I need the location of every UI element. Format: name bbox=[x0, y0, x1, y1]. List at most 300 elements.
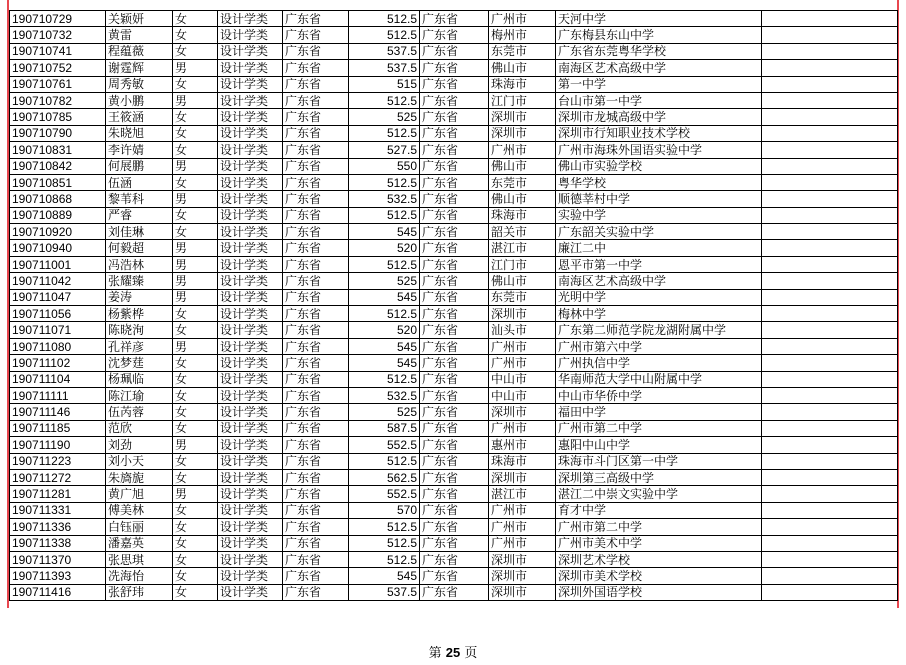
home-province-cell: 广东省 bbox=[420, 502, 489, 518]
gender-cell: 男 bbox=[173, 191, 218, 207]
major-category-cell: 设计学类 bbox=[218, 306, 283, 322]
exam-province-cell: 广东省 bbox=[283, 109, 349, 125]
gender-cell: 女 bbox=[173, 174, 218, 190]
student-name-cell: 谢霆辉 bbox=[106, 60, 173, 76]
gender-cell: 男 bbox=[173, 486, 218, 502]
student-id-cell: 190711047 bbox=[10, 289, 106, 305]
student-id-cell: 190711190 bbox=[10, 437, 106, 453]
school-cell: 廉江二中 bbox=[556, 240, 762, 256]
table-row bbox=[10, 568, 898, 584]
score-cell: 512.5 bbox=[349, 174, 420, 190]
student-id-cell: 190710868 bbox=[10, 191, 106, 207]
school-cell: 中山市华侨中学 bbox=[556, 387, 762, 403]
empty-cell bbox=[762, 486, 898, 502]
page-number: 25 bbox=[445, 645, 461, 660]
home-province-cell: 广东省 bbox=[420, 535, 489, 551]
home-province-cell: 广东省 bbox=[420, 420, 489, 436]
city-cell: 佛山市 bbox=[489, 191, 556, 207]
student-id-cell: 190710831 bbox=[10, 142, 106, 158]
empty-cell bbox=[762, 420, 898, 436]
table-row bbox=[10, 469, 898, 485]
gender-cell: 女 bbox=[173, 27, 218, 43]
gender-cell: 女 bbox=[173, 11, 218, 27]
city-cell: 深圳市 bbox=[489, 306, 556, 322]
table-row bbox=[10, 404, 898, 420]
score-cell: 545 bbox=[349, 355, 420, 371]
gender-cell: 男 bbox=[173, 158, 218, 174]
table-row bbox=[10, 224, 898, 240]
school-cell: 广东省东莞粤华学校 bbox=[556, 43, 762, 59]
major-category-cell: 设计学类 bbox=[218, 256, 283, 272]
school-cell: 第一中学 bbox=[556, 76, 762, 92]
exam-province-cell: 广东省 bbox=[283, 568, 349, 584]
exam-province-cell: 广东省 bbox=[283, 338, 349, 354]
student-id-cell: 190711080 bbox=[10, 338, 106, 354]
exam-province-cell: 广东省 bbox=[283, 584, 349, 600]
exam-province-cell: 广东省 bbox=[283, 306, 349, 322]
major-category-cell: 设计学类 bbox=[218, 338, 283, 354]
major-category-cell: 设计学类 bbox=[218, 125, 283, 141]
student-id-cell: 190711102 bbox=[10, 355, 106, 371]
school-cell: 光明中学 bbox=[556, 289, 762, 305]
home-province-cell: 广东省 bbox=[420, 568, 489, 584]
home-province-cell: 广东省 bbox=[420, 584, 489, 600]
student-id-cell: 190710940 bbox=[10, 240, 106, 256]
city-cell: 佛山市 bbox=[489, 273, 556, 289]
home-province-cell: 广东省 bbox=[420, 207, 489, 223]
gender-cell: 女 bbox=[173, 420, 218, 436]
table-row bbox=[10, 240, 898, 256]
city-cell: 江门市 bbox=[489, 256, 556, 272]
table-row bbox=[10, 60, 898, 76]
student-id-cell: 190710761 bbox=[10, 76, 106, 92]
table-row bbox=[10, 174, 898, 190]
home-province-cell: 广东省 bbox=[420, 437, 489, 453]
home-province-cell: 广东省 bbox=[420, 224, 489, 240]
student-id-cell: 190710842 bbox=[10, 158, 106, 174]
school-cell: 梅林中学 bbox=[556, 306, 762, 322]
gender-cell: 女 bbox=[173, 355, 218, 371]
city-cell: 广州市 bbox=[489, 355, 556, 371]
student-name-cell: 沈梦莛 bbox=[106, 355, 173, 371]
home-province-cell: 广东省 bbox=[420, 174, 489, 190]
student-id-cell: 190711338 bbox=[10, 535, 106, 551]
home-province-cell: 广东省 bbox=[420, 404, 489, 420]
empty-cell bbox=[762, 174, 898, 190]
student-name-cell: 刘劲 bbox=[106, 437, 173, 453]
table-row bbox=[10, 420, 898, 436]
gender-cell: 女 bbox=[173, 322, 218, 338]
home-province-cell: 广东省 bbox=[420, 306, 489, 322]
exam-province-cell: 广东省 bbox=[283, 387, 349, 403]
home-province-cell: 广东省 bbox=[420, 27, 489, 43]
table-row bbox=[10, 27, 898, 43]
table-row bbox=[10, 158, 898, 174]
school-cell: 惠阳中山中学 bbox=[556, 437, 762, 453]
major-category-cell: 设计学类 bbox=[218, 158, 283, 174]
student-id-cell: 190711071 bbox=[10, 322, 106, 338]
student-name-cell: 黎苇科 bbox=[106, 191, 173, 207]
table-row bbox=[10, 486, 898, 502]
city-cell: 东莞市 bbox=[489, 43, 556, 59]
student-name-cell: 伍芮蓉 bbox=[106, 404, 173, 420]
score-cell: 512.5 bbox=[349, 306, 420, 322]
gender-cell: 男 bbox=[173, 437, 218, 453]
empty-cell bbox=[762, 387, 898, 403]
major-category-cell: 设计学类 bbox=[218, 174, 283, 190]
score-cell: 545 bbox=[349, 289, 420, 305]
score-cell: 532.5 bbox=[349, 387, 420, 403]
city-cell: 深圳市 bbox=[489, 469, 556, 485]
school-cell: 台山市第一中学 bbox=[556, 92, 762, 108]
major-category-cell: 设计学类 bbox=[218, 273, 283, 289]
empty-cell bbox=[762, 322, 898, 338]
student-id-cell: 190711146 bbox=[10, 404, 106, 420]
city-cell: 江门市 bbox=[489, 92, 556, 108]
city-cell: 珠海市 bbox=[489, 76, 556, 92]
major-category-cell: 设计学类 bbox=[218, 551, 283, 567]
empty-cell bbox=[762, 240, 898, 256]
exam-province-cell: 广东省 bbox=[283, 519, 349, 535]
student-name-cell: 杨紫桦 bbox=[106, 306, 173, 322]
gender-cell: 男 bbox=[173, 92, 218, 108]
school-cell: 深圳艺术学校 bbox=[556, 551, 762, 567]
city-cell: 深圳市 bbox=[489, 125, 556, 141]
empty-cell bbox=[762, 142, 898, 158]
school-cell: 粤华学校 bbox=[556, 174, 762, 190]
student-id-cell: 190711042 bbox=[10, 273, 106, 289]
school-cell: 福田中学 bbox=[556, 404, 762, 420]
score-cell: 570 bbox=[349, 502, 420, 518]
gender-cell: 男 bbox=[173, 338, 218, 354]
city-cell: 佛山市 bbox=[489, 60, 556, 76]
exam-province-cell: 广东省 bbox=[283, 240, 349, 256]
city-cell: 广州市 bbox=[489, 519, 556, 535]
home-province-cell: 广东省 bbox=[420, 191, 489, 207]
student-id-cell: 190710851 bbox=[10, 174, 106, 190]
student-id-cell: 190711393 bbox=[10, 568, 106, 584]
school-cell: 实验中学 bbox=[556, 207, 762, 223]
exam-province-cell: 广东省 bbox=[283, 469, 349, 485]
score-cell: 525 bbox=[349, 404, 420, 420]
major-category-cell: 设计学类 bbox=[218, 240, 283, 256]
student-id-cell: 190711185 bbox=[10, 420, 106, 436]
table-row bbox=[10, 142, 898, 158]
student-name-cell: 白钰丽 bbox=[106, 519, 173, 535]
empty-cell bbox=[762, 207, 898, 223]
major-category-cell: 设计学类 bbox=[218, 191, 283, 207]
empty-cell bbox=[762, 437, 898, 453]
empty-cell bbox=[762, 158, 898, 174]
student-name-cell: 黄小鹏 bbox=[106, 92, 173, 108]
home-province-cell: 广东省 bbox=[420, 60, 489, 76]
exam-province-cell: 广东省 bbox=[283, 224, 349, 240]
major-category-cell: 设计学类 bbox=[218, 404, 283, 420]
city-cell: 中山市 bbox=[489, 387, 556, 403]
table-row bbox=[10, 322, 898, 338]
school-cell: 广州执信中学 bbox=[556, 355, 762, 371]
major-category-cell: 设计学类 bbox=[218, 60, 283, 76]
exam-province-cell: 广东省 bbox=[283, 437, 349, 453]
school-cell: 华南师范大学中山附属中学 bbox=[556, 371, 762, 387]
gender-cell: 男 bbox=[173, 60, 218, 76]
major-category-cell: 设计学类 bbox=[218, 207, 283, 223]
major-category-cell: 设计学类 bbox=[218, 437, 283, 453]
city-cell: 深圳市 bbox=[489, 584, 556, 600]
empty-cell bbox=[762, 355, 898, 371]
city-cell: 广州市 bbox=[489, 142, 556, 158]
empty-cell bbox=[762, 191, 898, 207]
exam-province-cell: 广东省 bbox=[283, 27, 349, 43]
home-province-cell: 广东省 bbox=[420, 158, 489, 174]
student-id-cell: 190711111 bbox=[10, 387, 106, 403]
city-cell: 深圳市 bbox=[489, 551, 556, 567]
home-province-cell: 广东省 bbox=[420, 371, 489, 387]
score-cell: 512.5 bbox=[349, 551, 420, 567]
student-name-cell: 何毅超 bbox=[106, 240, 173, 256]
gender-cell: 女 bbox=[173, 125, 218, 141]
table-row bbox=[10, 535, 898, 551]
exam-province-cell: 广东省 bbox=[283, 535, 349, 551]
city-cell: 汕头市 bbox=[489, 322, 556, 338]
major-category-cell: 设计学类 bbox=[218, 109, 283, 125]
gender-cell: 女 bbox=[173, 584, 218, 600]
exam-province-cell: 广东省 bbox=[283, 273, 349, 289]
school-cell: 深圳市美术学校 bbox=[556, 568, 762, 584]
exam-province-cell: 广东省 bbox=[283, 256, 349, 272]
table-row bbox=[10, 289, 898, 305]
score-cell: 532.5 bbox=[349, 191, 420, 207]
school-cell: 广东韶关实验中学 bbox=[556, 224, 762, 240]
exam-province-cell: 广东省 bbox=[283, 355, 349, 371]
home-province-cell: 广东省 bbox=[420, 273, 489, 289]
exam-province-cell: 广东省 bbox=[283, 92, 349, 108]
school-cell: 广东梅县东山中学 bbox=[556, 27, 762, 43]
home-province-cell: 广东省 bbox=[420, 76, 489, 92]
empty-cell bbox=[762, 404, 898, 420]
table-row bbox=[10, 273, 898, 289]
student-id-cell: 190710790 bbox=[10, 125, 106, 141]
student-id-cell: 190711001 bbox=[10, 256, 106, 272]
empty-cell bbox=[762, 371, 898, 387]
student-name-cell: 关颖妍 bbox=[106, 11, 173, 27]
score-cell: 550 bbox=[349, 158, 420, 174]
student-id-cell: 190710741 bbox=[10, 43, 106, 59]
table-row bbox=[10, 519, 898, 535]
gender-cell: 女 bbox=[173, 224, 218, 240]
school-cell: 广州市海珠外国语实验中学 bbox=[556, 142, 762, 158]
major-category-cell: 设计学类 bbox=[218, 76, 283, 92]
gender-cell: 男 bbox=[173, 289, 218, 305]
exam-province-cell: 广东省 bbox=[283, 158, 349, 174]
empty-cell bbox=[762, 289, 898, 305]
student-id-cell: 190710782 bbox=[10, 92, 106, 108]
student-name-cell: 杨珮临 bbox=[106, 371, 173, 387]
school-cell: 深圳市龙城高级中学 bbox=[556, 109, 762, 125]
gender-cell: 女 bbox=[173, 207, 218, 223]
school-cell: 深圳市行知职业技术学校 bbox=[556, 125, 762, 141]
gender-cell: 女 bbox=[173, 551, 218, 567]
table-row bbox=[10, 306, 898, 322]
school-cell: 广州市美术中学 bbox=[556, 535, 762, 551]
gender-cell: 男 bbox=[173, 256, 218, 272]
gender-cell: 男 bbox=[173, 273, 218, 289]
gender-cell: 女 bbox=[173, 535, 218, 551]
score-cell: 520 bbox=[349, 322, 420, 338]
gender-cell: 女 bbox=[173, 76, 218, 92]
student-id-cell: 190711416 bbox=[10, 584, 106, 600]
major-category-cell: 设计学类 bbox=[218, 289, 283, 305]
gender-cell: 女 bbox=[173, 109, 218, 125]
student-name-cell: 冯浩林 bbox=[106, 256, 173, 272]
home-province-cell: 广东省 bbox=[420, 453, 489, 469]
exam-province-cell: 广东省 bbox=[283, 551, 349, 567]
major-category-cell: 设计学类 bbox=[218, 322, 283, 338]
major-category-cell: 设计学类 bbox=[218, 584, 283, 600]
score-cell: 512.5 bbox=[349, 519, 420, 535]
empty-cell bbox=[762, 60, 898, 76]
empty-cell bbox=[762, 502, 898, 518]
home-province-cell: 广东省 bbox=[420, 256, 489, 272]
empty-cell bbox=[762, 273, 898, 289]
student-name-cell: 冼海怡 bbox=[106, 568, 173, 584]
student-name-cell: 张思琪 bbox=[106, 551, 173, 567]
score-cell: 552.5 bbox=[349, 486, 420, 502]
school-cell: 育才中学 bbox=[556, 502, 762, 518]
school-cell: 恩平市第一中学 bbox=[556, 256, 762, 272]
home-province-cell: 广东省 bbox=[420, 469, 489, 485]
empty-cell bbox=[762, 338, 898, 354]
student-id-cell: 190711104 bbox=[10, 371, 106, 387]
home-province-cell: 广东省 bbox=[420, 289, 489, 305]
student-id-cell: 190711336 bbox=[10, 519, 106, 535]
major-category-cell: 设计学类 bbox=[218, 535, 283, 551]
empty-cell bbox=[762, 109, 898, 125]
gender-cell: 女 bbox=[173, 306, 218, 322]
score-cell: 512.5 bbox=[349, 256, 420, 272]
exam-province-cell: 广东省 bbox=[283, 420, 349, 436]
student-name-cell: 陈晓洵 bbox=[106, 322, 173, 338]
exam-province-cell: 广东省 bbox=[283, 502, 349, 518]
empty-cell bbox=[762, 469, 898, 485]
school-cell: 南海区艺术高级中学 bbox=[556, 60, 762, 76]
table-row bbox=[10, 109, 898, 125]
table-row bbox=[10, 502, 898, 518]
home-province-cell: 广东省 bbox=[420, 43, 489, 59]
exam-province-cell: 广东省 bbox=[283, 289, 349, 305]
table-row bbox=[10, 453, 898, 469]
table-row bbox=[10, 76, 898, 92]
exam-province-cell: 广东省 bbox=[283, 486, 349, 502]
home-province-cell: 广东省 bbox=[420, 387, 489, 403]
empty-cell bbox=[762, 256, 898, 272]
student-name-cell: 陈江瑜 bbox=[106, 387, 173, 403]
student-name-cell: 李许婧 bbox=[106, 142, 173, 158]
major-category-cell: 设计学类 bbox=[218, 486, 283, 502]
home-province-cell: 广东省 bbox=[420, 92, 489, 108]
home-province-cell: 广东省 bbox=[420, 551, 489, 567]
gender-cell: 女 bbox=[173, 43, 218, 59]
student-name-cell: 黄广旭 bbox=[106, 486, 173, 502]
table-row bbox=[10, 584, 898, 600]
empty-cell bbox=[762, 43, 898, 59]
score-cell: 520 bbox=[349, 240, 420, 256]
city-cell: 珠海市 bbox=[489, 453, 556, 469]
city-cell: 韶关市 bbox=[489, 224, 556, 240]
score-cell: 512.5 bbox=[349, 27, 420, 43]
empty-cell bbox=[762, 125, 898, 141]
student-name-cell: 朱旖旎 bbox=[106, 469, 173, 485]
home-province-cell: 广东省 bbox=[420, 109, 489, 125]
exam-province-cell: 广东省 bbox=[283, 191, 349, 207]
major-category-cell: 设计学类 bbox=[218, 27, 283, 43]
student-id-cell: 190710752 bbox=[10, 60, 106, 76]
city-cell: 梅州市 bbox=[489, 27, 556, 43]
student-name-cell: 刘佳琳 bbox=[106, 224, 173, 240]
home-province-cell: 广东省 bbox=[420, 338, 489, 354]
home-province-cell: 广东省 bbox=[420, 240, 489, 256]
table-row bbox=[10, 437, 898, 453]
score-cell: 525 bbox=[349, 109, 420, 125]
school-cell: 广州市第二中学 bbox=[556, 519, 762, 535]
city-cell: 广州市 bbox=[489, 502, 556, 518]
score-cell: 537.5 bbox=[349, 43, 420, 59]
major-category-cell: 设计学类 bbox=[218, 453, 283, 469]
table-row bbox=[10, 92, 898, 108]
exam-province-cell: 广东省 bbox=[283, 404, 349, 420]
gender-cell: 女 bbox=[173, 453, 218, 469]
home-province-cell: 广东省 bbox=[420, 125, 489, 141]
exam-province-cell: 广东省 bbox=[283, 125, 349, 141]
gender-cell: 女 bbox=[173, 404, 218, 420]
major-category-cell: 设计学类 bbox=[218, 92, 283, 108]
roster-body bbox=[10, 11, 898, 601]
major-category-cell: 设计学类 bbox=[218, 469, 283, 485]
exam-province-cell: 广东省 bbox=[283, 11, 349, 27]
score-cell: 512.5 bbox=[349, 371, 420, 387]
admission-roster-table bbox=[9, 10, 898, 601]
table-row bbox=[10, 338, 898, 354]
city-cell: 湛江市 bbox=[489, 240, 556, 256]
score-cell: 587.5 bbox=[349, 420, 420, 436]
empty-cell bbox=[762, 224, 898, 240]
city-cell: 珠海市 bbox=[489, 207, 556, 223]
student-id-cell: 190711223 bbox=[10, 453, 106, 469]
student-id-cell: 190710920 bbox=[10, 224, 106, 240]
score-cell: 562.5 bbox=[349, 469, 420, 485]
score-cell: 512.5 bbox=[349, 535, 420, 551]
exam-province-cell: 广东省 bbox=[283, 371, 349, 387]
exam-province-cell: 广东省 bbox=[283, 76, 349, 92]
exam-province-cell: 广东省 bbox=[283, 453, 349, 469]
empty-cell bbox=[762, 11, 898, 27]
school-cell: 珠海市斗门区第一中学 bbox=[556, 453, 762, 469]
major-category-cell: 设计学类 bbox=[218, 224, 283, 240]
exam-province-cell: 广东省 bbox=[283, 60, 349, 76]
city-cell: 广州市 bbox=[489, 338, 556, 354]
major-category-cell: 设计学类 bbox=[218, 11, 283, 27]
city-cell: 中山市 bbox=[489, 371, 556, 387]
gender-cell: 女 bbox=[173, 469, 218, 485]
student-name-cell: 范欣 bbox=[106, 420, 173, 436]
table-row bbox=[10, 387, 898, 403]
page-footer bbox=[0, 642, 906, 661]
student-name-cell: 孔祥彦 bbox=[106, 338, 173, 354]
school-cell: 南海区艺术高级中学 bbox=[556, 273, 762, 289]
student-name-cell: 朱晓旭 bbox=[106, 125, 173, 141]
school-cell: 深圳第三高级中学 bbox=[556, 469, 762, 485]
school-cell: 天河中学 bbox=[556, 11, 762, 27]
